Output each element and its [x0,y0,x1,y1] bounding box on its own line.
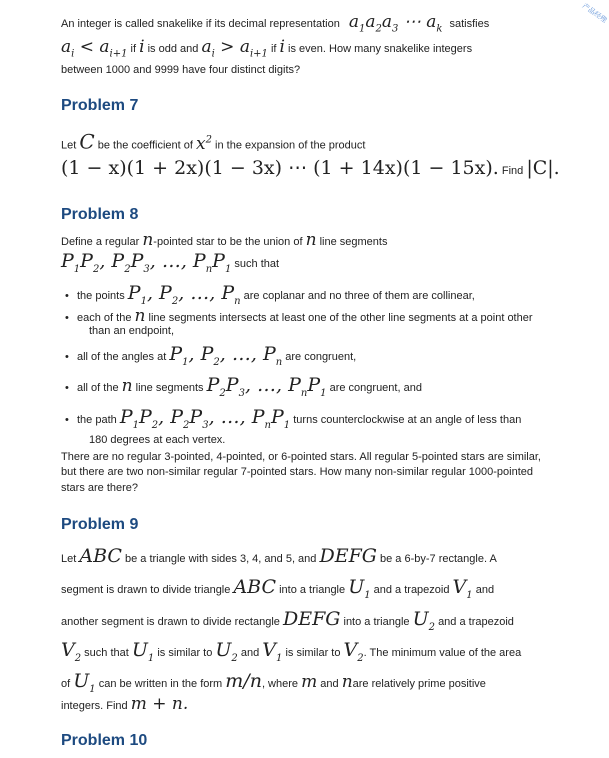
problem-7-heading: Problem 7 [61,97,139,114]
p6-line-2: $a_i < a_{i+1}$ if i is odd and $a_i > a_{i+1}$ if i is even. How many snakelike integers [61,37,473,60]
problem-10-heading: Problem 10 [61,732,148,749]
p8-bullet-3: • all of the angles at $P_1$, $P_2$, …, $P_n$ are congruent, [65,343,357,368]
p7-line-2: (1 − x)(1 + 2x)(1 − 3x) ⋯ (1 + 14x)(1 − 15x). Find |C|. [61,157,560,179]
watermark-stamp [577,0,607,30]
p9-line-2: segment is drawn to divide triangle ABC into a triangle $U_1$ and a trapezoid $V_1$ and [61,576,495,601]
p9-line-3: another segment is drawn to divide rectangle DEFG into a triangle $U_2$ and a trapezoid [61,608,514,633]
watermark-text: 产品经理 [580,1,607,25]
p6-line-3: between 1000 and 9999 have four distinct digits? [61,64,301,76]
p7-line-1: Let C be the coefficient of $x^2$ in the expansion of the product [61,129,366,154]
p9-line-6: integers. Find m + n. [61,694,189,714]
p9-line-5: of $U_1$ can be written in the form m/n, where m and nare relatively prime positive [61,670,486,695]
p8-bullet-5: • the path $P_1P_2$, $P_2P_3$, …, $P_nP_1$ turns counterclockwise at an angle of less than [65,406,522,431]
p8-bullet-5-cont: 180 degrees at each vertex. [89,434,226,446]
p6-line-1: An integer is called snakelike if its decimal representation $a_1a_2a_3$ ⋯ $a_k$ satisfies [61,12,490,35]
p8-line-2: $P_1P_2$, $P_2P_3$, …, $P_nP_1$ such that [61,250,280,275]
p8-text-3: stars are there? [61,482,139,494]
p8-text-1: There are no regular 3-pointed, 4-pointed, or 6-pointed stars. All regular 5-pointed stars are similar, [61,451,541,463]
p8-text-2: but there are two non-similar regular 7-pointed stars. How many non-similar regular 1000-pointed [61,466,534,478]
p8-bullet-2: • each of the n line segments intersects at least one of the other line segments at a point other [65,306,533,326]
p8-bullet-2-cont: than an endpoint, [89,325,175,337]
p8-bullet-4: • all of the n line segments $P_2P_3$, …, $P_nP_1$ are congruent, and [65,374,422,399]
p8-line-1: Define a regular n-pointed star to be the union of n line segments [61,230,388,250]
p9-line-4: $V_2$ such that $U_1$ is similar to $U_2$ and $V_1$ is similar to $V_2$. The minimum value of the area [61,639,522,664]
problem-9-heading: Problem 9 [61,516,139,533]
p8-bullet-1: • the points $P_1$, $P_2$, …, $P_n$ are coplanar and no three of them are collinear, [65,282,475,307]
p9-line-1: Let ABC be a triangle with sides 3, 4, and 5, and DEFG be a 6-by-7 rectangle. A [61,545,497,567]
problem-8-heading: Problem 8 [61,206,139,223]
